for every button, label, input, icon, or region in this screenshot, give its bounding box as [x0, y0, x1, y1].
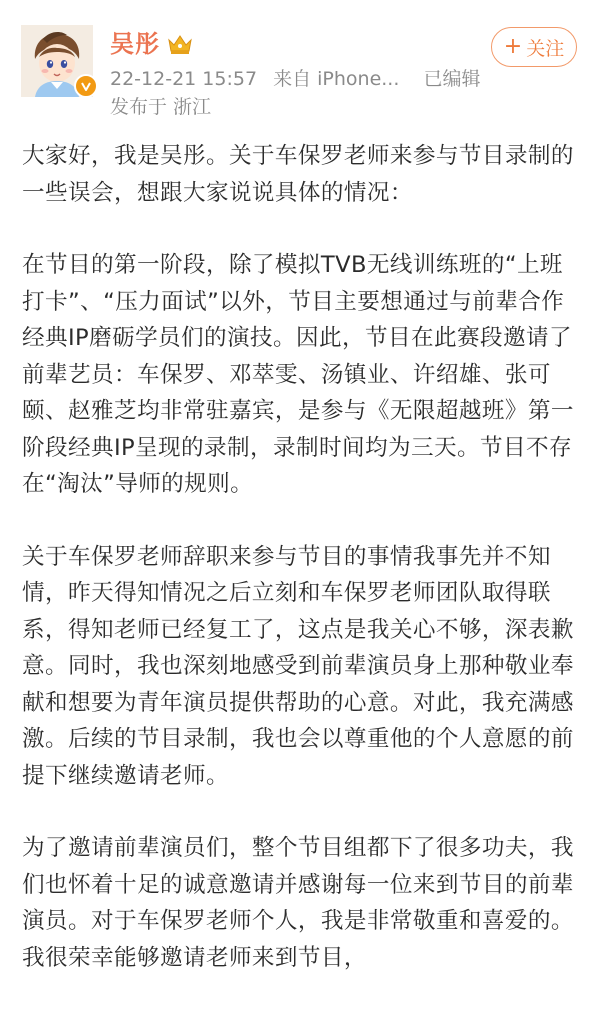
post-timestamp: 22-12-21 15:57 — [110, 68, 258, 90]
post-meta — [110, 66, 490, 92]
post-paragraph: 为了邀请前辈演员们，整个节目组都下了很多功夫，我们也怀着十足的诚意邀请并感谢每一位来到节目的前辈演员。对于车保罗老师个人，我是非常敬重和喜爱的。我很荣幸能够邀请老师来到节目， — [22, 835, 574, 971]
post-header — [0, 0, 600, 125]
follow-button[interactable] — [491, 27, 577, 67]
follow-label: 关注 — [526, 37, 565, 60]
post-paragraph: 大家好，我是吴彤。关于车保罗老师来参与节目录制的一些误会，想跟大家说说具体的情况： — [22, 143, 574, 206]
verified-badge-icon — [74, 74, 98, 98]
post-paragraph: 关于车保罗老师辞职来参与节目的事情我事先并不知情，昨天得知情况之后立刻和车保罗老师团队取得联系，得知老师已经复工了，这点是我关心不够，深表歉意。同时，我也深刻地感受到前辈演员身上那种敬业奉献和想要为青年演员提供帮助的心意。对此，我充满感激。后续的节目录制，我也会以尊重他的个人意愿的前提下继续邀请老师。 — [22, 543, 574, 789]
edited-label[interactable]: 已编辑 — [423, 68, 481, 90]
post-location: 发布于 浙江 — [110, 96, 212, 118]
crown-icon[interactable] — [166, 32, 194, 56]
post-paragraph: 在节目的第一阶段，除了模拟TVB无线训练班的“上班打卡”、“压力面试”以外，节目主要想通过与前辈合作经典IP磨砺学员们的演技。因此，节目在此赛段邀请了前辈艺员：车保罗、邓萃雯、汤镇业、许绍雄、张可颐、赵雅芝均非常驻嘉宾，是参与《无限超越班》第一阶段经典IP呈现的录制，录制时间均为三天。节目不存在“淘汰”导师的规则。 — [22, 252, 574, 497]
post-source: 来自 iPhone... — [273, 68, 400, 90]
post-body — [22, 138, 578, 1012]
author-name[interactable]: 吴彤 — [110, 30, 160, 58]
plus-icon: + — [503, 34, 523, 59]
